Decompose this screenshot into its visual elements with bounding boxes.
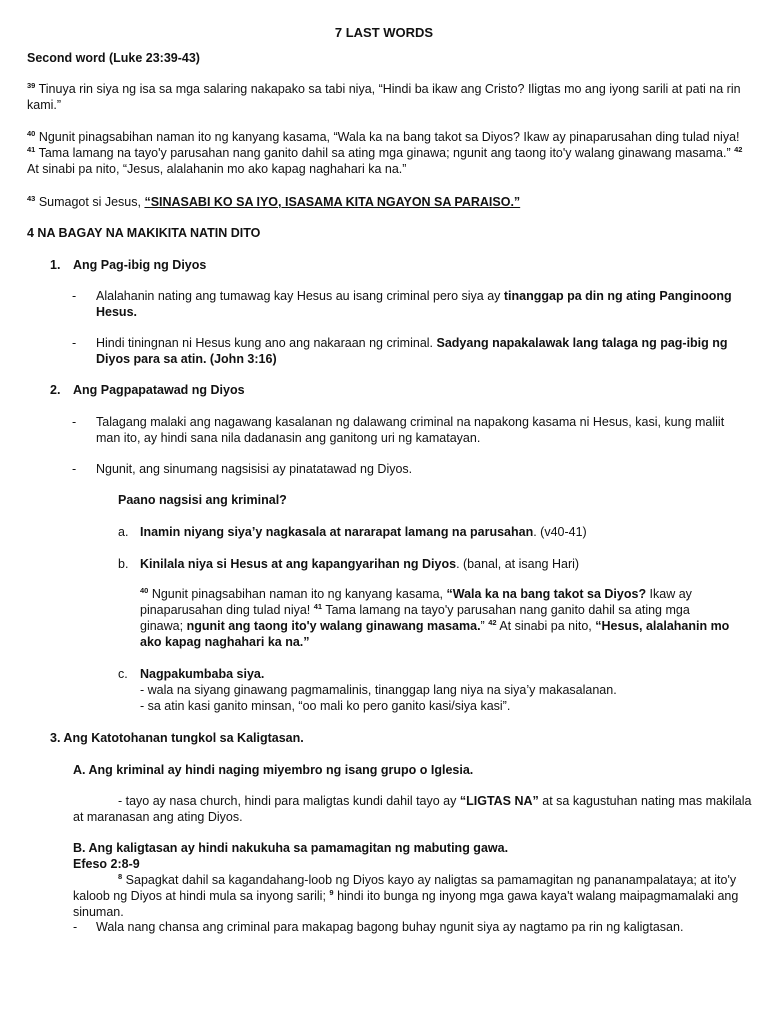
- bullet-text: Hindi tiningnan ni Hesus kung ano ang nakaraan ng criminal.: [96, 336, 437, 350]
- ephesians-verses: [73, 872, 753, 920]
- item-text: . (v40-41): [533, 525, 587, 539]
- verse-text: Tinuya rin siya ng isa sa mga salaring nakapako sa tabi niya, “Hindi ba ikaw ang Cristo? Iligtas mo ang iyong sarili at pati na rin kami.”: [27, 82, 741, 112]
- item-bold-text: Kinilala niya si Hesus at ang kapangyarihan ng Diyos: [140, 557, 457, 571]
- paragraph-text: - tayo ay nasa church, hindi para maligtas kundi dahil tayo ay: [118, 794, 460, 808]
- quoted-verses: [140, 586, 730, 650]
- section-1-bullet-1: [96, 288, 736, 320]
- verse-text: Sumagot si Jesus,: [38, 195, 145, 209]
- verse-text: At sinabi pa nito,: [499, 619, 596, 633]
- section-3-b-heading: B. Ang kaligtasan ay hindi nakukuha sa pamamagitan ng mabuting gawa.: [73, 841, 509, 855]
- verse-text: At sinabi pa nito, “Jesus, alalahanin mo ako kapag naghahari ka na.”: [27, 162, 407, 176]
- item-bold-text: Inamin niyang siya’y nagkasala at nararapat lamang na parusahan: [140, 525, 534, 539]
- page-title: 7 LAST WORDS: [334, 25, 434, 40]
- list-item-c: Nagpakumbaba siya.: [140, 667, 265, 681]
- verse-43: [27, 194, 747, 210]
- verse-text: ”: [480, 619, 485, 633]
- section-2-bullet-2: Ngunit, ang sinumang nagsisisi ay pinatatawad ng Diyos.: [96, 462, 413, 476]
- verse-number: 40: [27, 129, 36, 138]
- verse-number: 42: [734, 145, 743, 154]
- closing-bullet: Wala nang chansa ang criminal para makapag bagong buhay ngunit siya ay nagtamo pa rin ng kaligtasan.: [96, 920, 684, 934]
- paragraph-text: at sa kagustuhan nating mas makilala at maranasan ang ating Diyos.: [73, 794, 752, 824]
- dash-bullet: -: [72, 415, 77, 429]
- dash-bullet: -: [72, 336, 77, 350]
- verse-number: 8: [118, 872, 123, 881]
- verse-text: Tama lamang na tayo'y parusahan nang ganito dahil sa ating mga ginawa; ngunit ang taong ito'y walang ginawang masama.”: [38, 146, 731, 160]
- bullet-text: Alalahanin nating ang tumawag kay Hesus au isang criminal pero siya ay: [96, 289, 504, 303]
- section-number: 2.: [50, 383, 61, 397]
- verse-text: Ngunit pinagsabihan naman ito ng kanyang kasama, “Wala ka na bang takot sa Diyos? Ikaw ay pinaparusahan ding tulad niya!: [38, 130, 740, 144]
- verse-bold-text: “Wala ka na bang takot sa Diyos?: [446, 587, 647, 601]
- dash-bullet: -: [72, 289, 77, 303]
- verses-40-42: [27, 129, 747, 177]
- verse-text: Ngunit pinagsabihan naman ito ng kanyang kasama,: [151, 587, 447, 601]
- verse-39: [27, 81, 747, 113]
- list-label: a.: [118, 525, 129, 539]
- verse-number: 9: [329, 888, 334, 897]
- list-label: c.: [118, 667, 128, 681]
- scripture-reference: Efeso 2:8-9: [73, 857, 140, 871]
- section-3-a-text: [73, 793, 753, 825]
- list-item-c-line-1: - wala na siyang ginawang pagmamalinis, tinanggap lang niya na siya’y makasalanan.: [140, 683, 617, 697]
- verse-text: Tama lamang na tayo'y parusahan nang ganito dahil sa ating mga ginawa;: [140, 603, 690, 633]
- list-item-b: [140, 556, 740, 572]
- verse-bold-text: “Hesus, alalahanin mo ako kapag naghahari ka na.”: [140, 619, 730, 649]
- question-heading: Paano nagsisi ang kriminal?: [118, 493, 287, 507]
- verse-bold-text: ngunit ang taong ito'y walang ginawang masama.: [186, 619, 481, 633]
- section-3-a-heading: A. Ang kriminal ay hindi naging miyembro ng isang grupo o Iglesia.: [73, 763, 474, 777]
- bullet-bold-text: tinanggap pa din ng ating Panginoong Hesus.: [96, 289, 732, 319]
- dash-bullet: -: [73, 920, 78, 934]
- section-number: 1.: [50, 258, 61, 272]
- list-item-a: [140, 524, 740, 540]
- section-3-title: 3. Ang Katotohanan tungkol sa Kaligtasan.: [50, 731, 304, 745]
- list-item-c-line-2: - sa atin kasi ganito minsan, “oo mali ko pero ganito kasi/siya kasi”.: [140, 699, 511, 713]
- list-label: b.: [118, 557, 129, 571]
- section-1-bullet-2: [96, 335, 736, 367]
- verse-number: 40: [140, 586, 149, 595]
- verse-number: 39: [27, 81, 36, 90]
- verse-number: 41: [313, 602, 323, 611]
- verse-text: Sapagkat dahil sa kagandahang-loob ng Diyos kayo ay naligtas sa pamamagitan ng pananampalataya; at ito'y kaloob ng Diyos at hindi mula sa inyong sarili;: [73, 873, 737, 903]
- verse-text: hindi ito bunga ng inyong mga gawa kaya't walang maipagmamalaki ang sinuman.: [73, 889, 739, 919]
- section-1-title: Ang Pag-ibig ng Diyos: [73, 258, 207, 272]
- second-word-heading: Second word (Luke 23:39-43): [27, 51, 200, 65]
- section-2-title: Ang Pagpapatawad ng Diyos: [73, 383, 245, 397]
- paragraph-bold-text: “LIGTAS NA”: [459, 794, 539, 808]
- verse-number: 41: [27, 145, 36, 154]
- verse-text: Ikaw ay pinaparusahan ding tulad niya!: [140, 587, 692, 617]
- verse-number: 43: [27, 194, 36, 203]
- item-text: . (banal, at isang Hari): [456, 557, 580, 571]
- section-2-bullet-1: Talagang malaki ang nagawang kasalanan ng dalawang criminal na napakong kasama ni Hesus, kasi, kung maliit man ito, ay hindi sana nila dadanasin ang ganitong uri ng kamatayan.: [96, 415, 725, 445]
- dash-bullet: -: [72, 462, 77, 476]
- verse-number: 42: [488, 618, 497, 627]
- bullet-bold-text: Sadyang napakalawak lang talaga ng pag-ibig ng Diyos para sa atin. (John 3:16): [96, 336, 728, 366]
- four-things-heading: 4 NA BAGAY NA MAKIKITA NATIN DITO: [27, 226, 261, 240]
- jesus-quote: “SINASABI KO SA IYO, ISASAMA KITA NGAYON SA PARAISO.”: [144, 195, 521, 209]
